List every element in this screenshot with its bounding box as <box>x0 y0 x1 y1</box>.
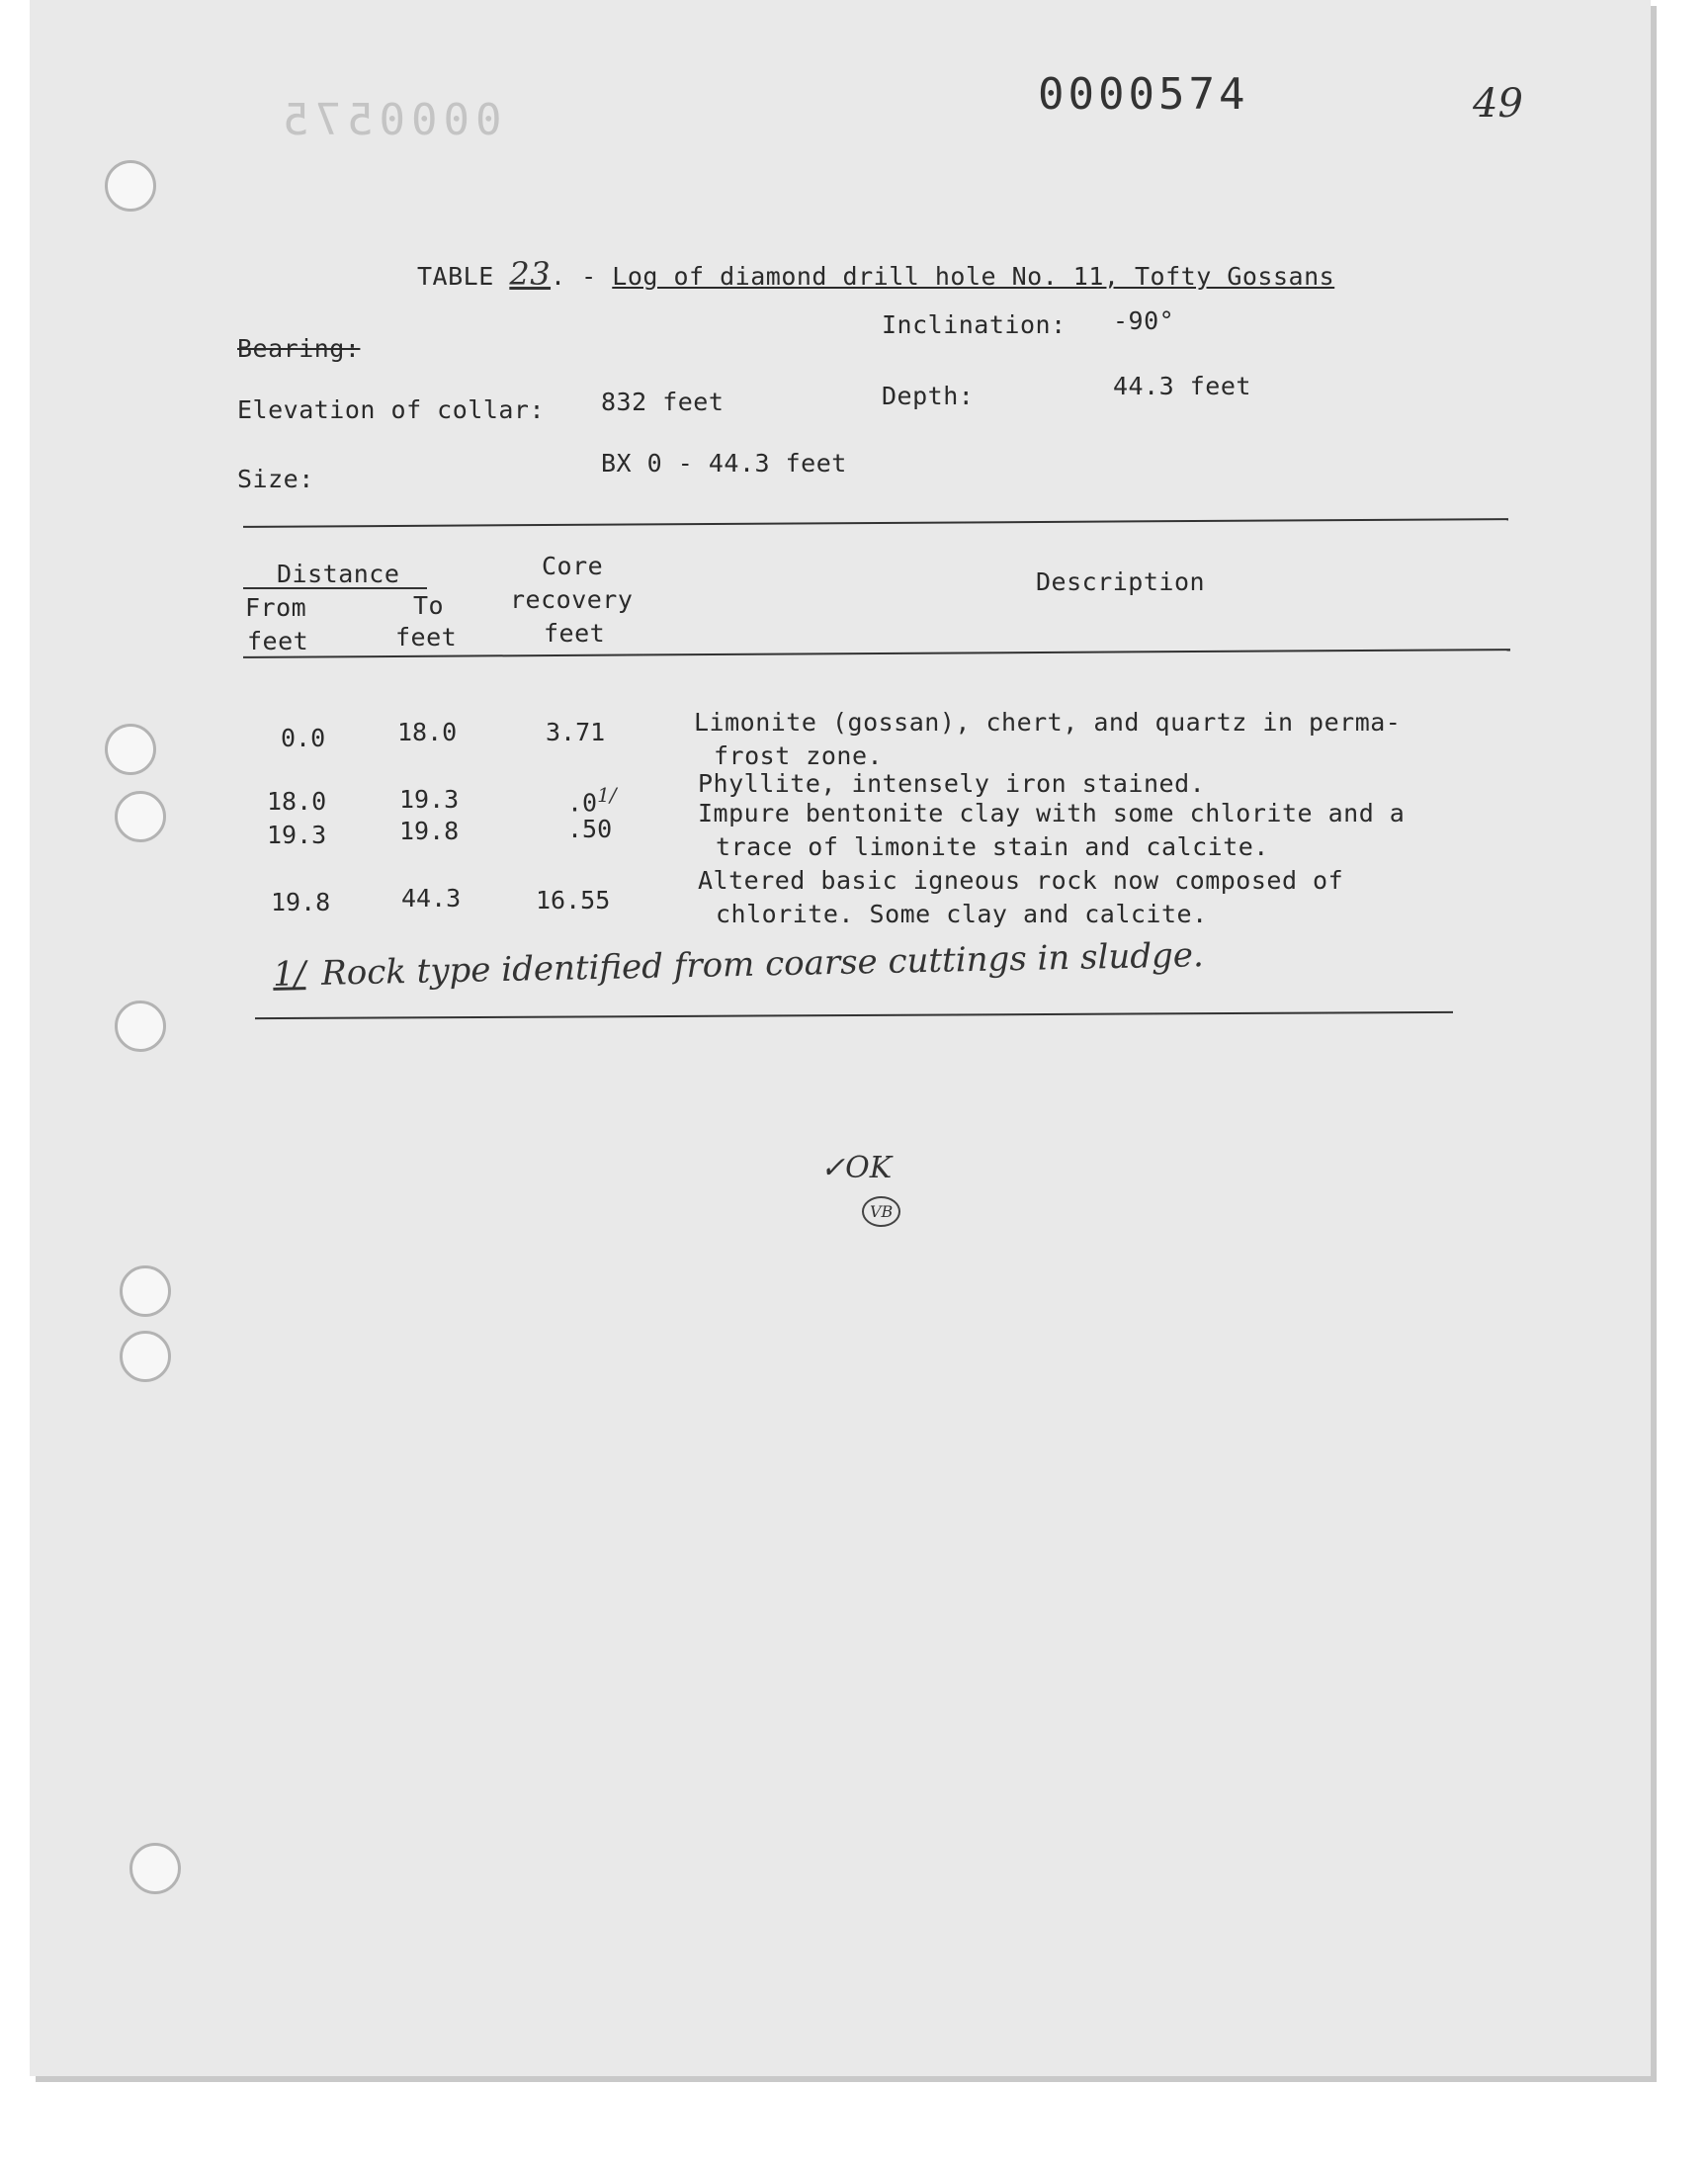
punch-hole <box>105 160 156 212</box>
header-core-unit: feet <box>544 619 606 648</box>
depth-value: 44.3 feet <box>1113 372 1251 400</box>
header-to-unit: feet <box>395 623 458 652</box>
document-page <box>30 0 1651 2076</box>
doc-number: 0000574 <box>1038 69 1249 120</box>
cell-core: 16.55 <box>536 886 611 914</box>
cell-core: 3.71 <box>546 718 606 746</box>
core-footnote-mark: 1/ <box>597 783 617 807</box>
header-distance: Distance <box>277 560 400 588</box>
cell-desc: Phyllite, intensely iron stained. <box>698 769 1206 798</box>
cell-desc: Altered basic igneous rock now composed of <box>698 866 1344 895</box>
cell-from: 18.0 <box>267 787 327 816</box>
table-top-rule <box>243 518 1508 528</box>
footnote-text: Rock type identified from coarse cuttings in sludge. <box>320 935 1205 994</box>
punch-hole <box>120 1331 171 1382</box>
cell-core <box>567 783 617 817</box>
header-from-unit: feet <box>247 627 309 655</box>
cell-to: 44.3 <box>401 884 462 913</box>
cell-from: 0.0 <box>281 724 326 752</box>
inclination-label: Inclination: <box>882 310 1067 339</box>
header-recovery: recovery <box>510 585 634 614</box>
cell-desc: Impure bentonite clay with some chlorite and a <box>698 799 1406 827</box>
elevation-label: Elevation of collar: <box>237 395 546 424</box>
depth-label: Depth: <box>882 382 975 410</box>
header-core: Core <box>542 552 604 580</box>
bearing-label: Bearing: <box>237 334 361 363</box>
title-prefix: TABLE <box>417 262 494 291</box>
mirrored-doc-number: 0000575 <box>277 95 502 145</box>
cell-desc: trace of limonite stain and calcite. <box>716 832 1269 861</box>
initials-mark: VB <box>862 1196 900 1227</box>
cell-to: 18.0 <box>397 718 458 746</box>
footnote <box>273 935 1204 995</box>
page-number: 49 <box>1473 81 1523 127</box>
cell-from: 19.8 <box>271 888 331 916</box>
cell-to: 19.8 <box>399 817 460 845</box>
core-value: .0 <box>567 788 598 818</box>
cell-from: 19.3 <box>267 821 327 849</box>
punch-hole <box>120 1265 171 1317</box>
footnote-mark: 1/ <box>272 954 306 995</box>
elevation-value: 832 feet <box>601 388 725 416</box>
ok-checkmark: ✓OK <box>820 1151 893 1185</box>
cell-desc: Limonite (gossan), chert, and quartz in perma- <box>694 708 1402 737</box>
header-description: Description <box>1036 567 1206 596</box>
table-bottom-rule <box>255 1011 1453 1019</box>
title-sep: . - <box>551 262 597 291</box>
punch-hole <box>129 1843 181 1894</box>
cell-core: .50 <box>567 815 613 843</box>
cell-desc: chlorite. Some clay and calcite. <box>716 900 1208 928</box>
punch-hole <box>115 791 166 842</box>
table-title <box>417 255 1334 293</box>
inclination-value: -90° <box>1113 306 1175 335</box>
size-value: BX 0 - 44.3 feet <box>601 449 847 478</box>
table-number: 23 <box>509 255 552 293</box>
size-label: Size: <box>237 465 314 493</box>
cell-desc: frost zone. <box>714 741 884 770</box>
punch-hole <box>115 1000 166 1052</box>
title-text: Log of diamond drill hole No. 11, Tofty Gossans <box>612 262 1335 291</box>
punch-hole <box>105 724 156 775</box>
header-to: To <box>413 591 445 620</box>
header-from: From <box>245 593 307 622</box>
cell-to: 19.3 <box>399 785 460 814</box>
